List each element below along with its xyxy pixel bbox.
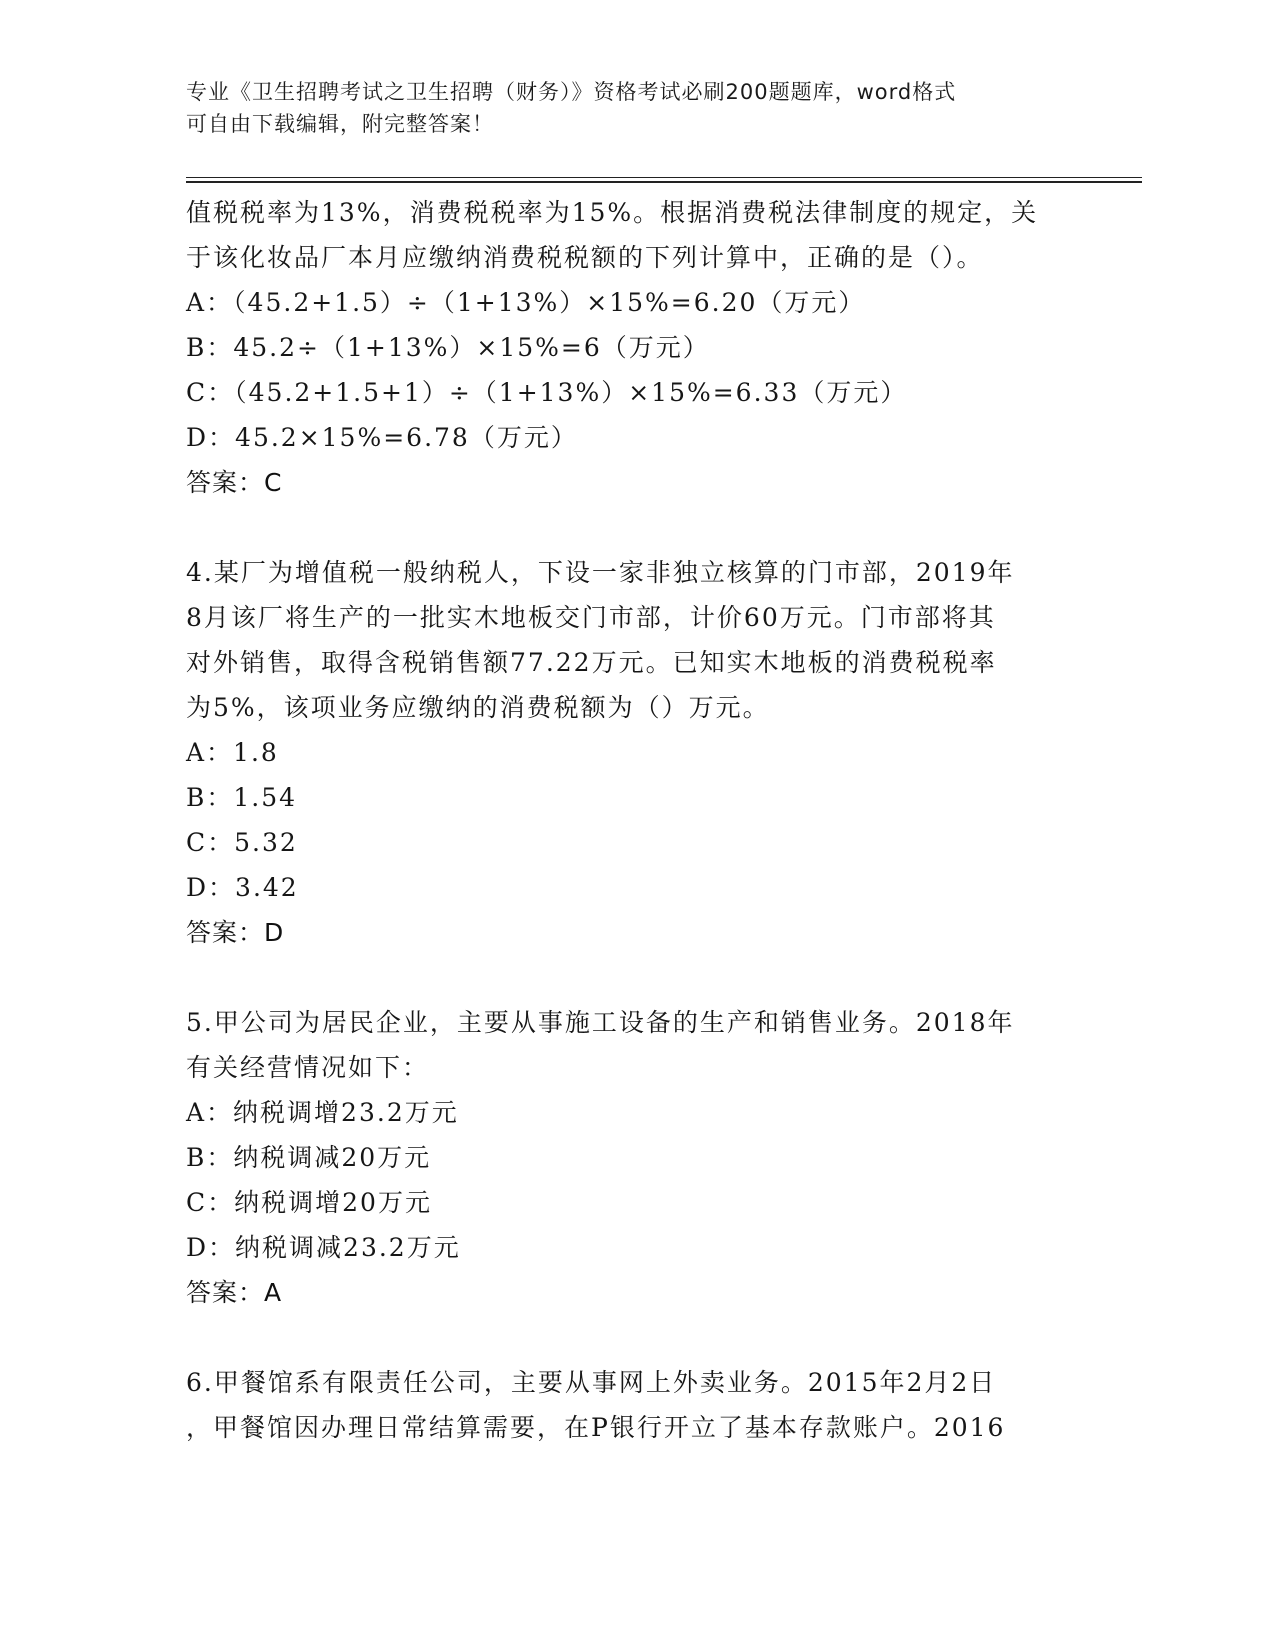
option-b: B：45.2÷（1+13%）×15%=6（万元） <box>186 333 710 362</box>
question-stem-line: 为5%，该项业务应缴纳的消费税额为（）万元。 <box>186 693 770 722</box>
header-divider-thick <box>186 181 1142 183</box>
option-b: B：纳税调减20万元 <box>186 1143 432 1172</box>
question-6 <box>186 1360 1086 1450</box>
option-a: A：1.8 <box>186 738 279 767</box>
question-stem-line: 5.甲公司为居民企业，主要从事施工设备的生产和销售业务。2018年 <box>186 1008 1015 1037</box>
question-stem-line: 有关经营情况如下： <box>186 1053 430 1082</box>
option-d: D：纳税调减23.2万元 <box>186 1233 461 1262</box>
question-stem-line: 4.某厂为增值税一般纳税人，下设一家非独立核算的门市部，2019年 <box>186 558 1015 587</box>
document-header <box>186 76 1086 140</box>
option-c: C：5.32 <box>186 828 298 857</box>
question-stem-line: 值税税率为13%，消费税税率为15%。根据消费税法律制度的规定，关 <box>186 198 1039 227</box>
question-spacer <box>186 955 1086 1000</box>
option-d: D：45.2×15%=6.78（万元） <box>186 423 578 452</box>
option-b: B：1.54 <box>186 783 298 812</box>
answer-line: 答案：C <box>186 468 283 497</box>
answer-line: 答案：D <box>186 918 285 947</box>
question-stem-line: ，甲餐馆因办理日常结算需要，在P银行开立了基本存款账户。2016 <box>186 1413 1006 1442</box>
question-stem-line: 8月该厂将生产的一批实木地板交门市部，计价60万元。门市部将其 <box>186 603 996 632</box>
option-c: C：（45.2+1.5+1）÷（1+13%）×15%=6.33（万元） <box>186 378 908 407</box>
question-stem-line: 对外销售，取得含税销售额77.22万元。已知实木地板的消费税税率 <box>186 648 997 677</box>
question-list <box>186 190 1086 1450</box>
question-stem-line: 于该化妆品厂本月应缴纳消费税税额的下列计算中，正确的是（）。 <box>186 243 984 272</box>
question-spacer <box>186 505 1086 550</box>
question-5 <box>186 1000 1086 1315</box>
option-c: C：纳税调增20万元 <box>186 1188 432 1217</box>
header-title-line-2: 可自由下载编辑，附完整答案！ <box>186 112 494 136</box>
header-title-line-1: 专业《卫生招聘考试之卫生招聘（财务）》资格考试必刷200题题库，word格式 <box>186 80 957 104</box>
question-3 <box>186 190 1086 505</box>
option-a: A：（45.2+1.5）÷（1+13%）×15%=6.20（万元） <box>186 288 866 317</box>
option-d: D：3.42 <box>186 873 299 902</box>
header-divider-thin <box>186 177 1142 178</box>
option-a: A：纳税调增23.2万元 <box>186 1098 459 1127</box>
answer-line: 答案：A <box>186 1278 283 1307</box>
question-spacer <box>186 1315 1086 1360</box>
question-4 <box>186 550 1086 955</box>
question-stem-line: 6.甲餐馆系有限责任公司，主要从事网上外卖业务。2015年2月2日 <box>186 1368 997 1397</box>
